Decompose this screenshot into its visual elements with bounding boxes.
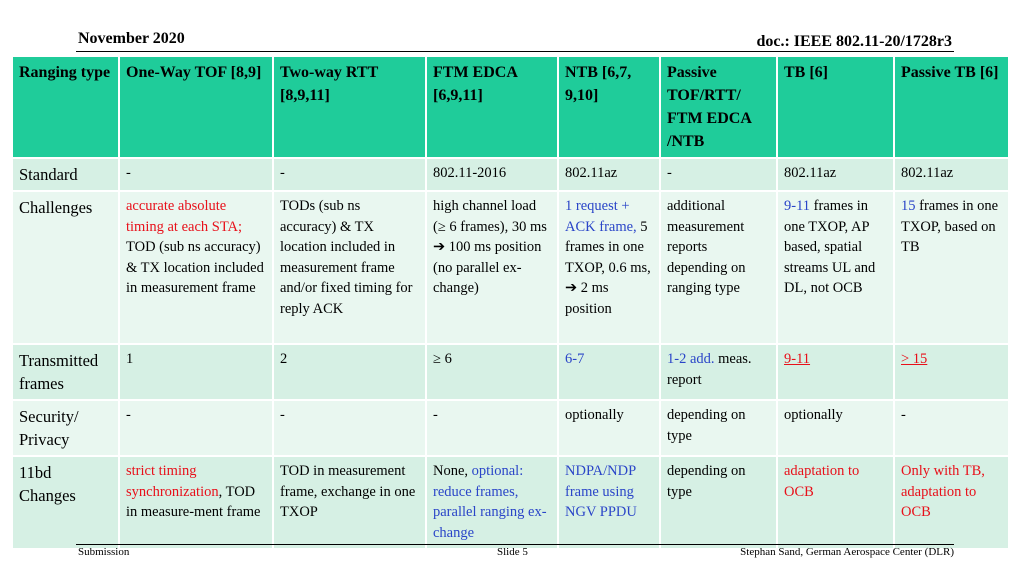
cell-text: , TOD in measure-ment frame [126, 483, 261, 520]
table-row-transmitted [12, 344, 1009, 400]
table-cell: 1 [119, 344, 273, 400]
table-cell [119, 456, 273, 549]
table-cell: - [273, 400, 426, 456]
cell-text: meas. report [667, 351, 752, 388]
cell-text-red: adaptation to OCB [784, 463, 860, 500]
header-cell: Ranging type [12, 56, 119, 158]
cell-text: 2 ms position [565, 280, 612, 317]
table-cell: optionally [558, 400, 660, 456]
header-doc-id: doc.: IEEE 802.11-20/1728r3 [756, 33, 952, 50]
table-cell: - [119, 158, 273, 191]
row-label: Security/ Privacy [12, 400, 119, 456]
table-row-standard [12, 158, 1009, 191]
row-label: 11bd Changes [12, 456, 119, 549]
table-cell: - [119, 400, 273, 456]
header-cell: TB [6] [777, 56, 894, 158]
cell-text-blue: 1 request + ACK frame, [565, 198, 637, 235]
table-header-row [12, 56, 1009, 158]
table-cell [119, 191, 273, 344]
table-cell: - [426, 400, 558, 456]
table-cell [660, 344, 777, 400]
footer-slide-number: Slide 5 [497, 546, 528, 558]
table-cell [426, 191, 558, 344]
table-cell: optionally [777, 400, 894, 456]
table-cell: depending on type [660, 456, 777, 549]
cell-text-blue: 15 [901, 198, 916, 214]
header-date: November 2020 [78, 30, 185, 47]
table-cell: - [660, 158, 777, 191]
cell-text-red: Only with TB, adaptation to OCB [901, 463, 985, 520]
table-cell: 802.11az [777, 158, 894, 191]
header-cell: FTM EDCA [6,9,11] [426, 56, 558, 158]
table-row-security [12, 400, 1009, 456]
table-cell: - [894, 400, 1009, 456]
cell-text: 100 ms position (no parallel ex-change) [433, 239, 542, 296]
table-row-changes [12, 456, 1009, 549]
cell-text: TOD (sub ns accuracy) & TX location included in measurement frame [126, 239, 264, 296]
footer-author: Stephan Sand, German Aerospace Center (DLR) [740, 546, 954, 558]
cell-text-red: 9-11 [784, 351, 811, 367]
cell-text-red: strict timing synchronization [126, 463, 219, 500]
table-cell: 802.11az [894, 158, 1009, 191]
table-cell: 802.11az [558, 158, 660, 191]
footer-rule [76, 544, 954, 545]
table-cell [894, 344, 1009, 400]
cell-text: frames in one TXOP, based on TB [901, 198, 999, 255]
table-cell: 2 [273, 344, 426, 400]
table-cell [426, 456, 558, 549]
table-row-challenges [12, 191, 1009, 344]
table-cell: additional measurement reports depending on ranging type [660, 191, 777, 344]
table-cell: TOD in measurement frame, exchange in one TXOP [273, 456, 426, 549]
header-cell: NTB [6,7, 9,10] [558, 56, 660, 158]
header-cell: Two-way RTT [8,9,11] [273, 56, 426, 158]
header-cell: Passive TB [6] [894, 56, 1009, 158]
header-cell: One-Way TOF [8,9] [119, 56, 273, 158]
table-cell: TODs (sub ns accuracy) & TX location included in measurement frame and/or fixed timing for reply ACK [273, 191, 426, 344]
cell-text-red: accurate absolute timing at each STA; [126, 198, 243, 235]
table-cell: depending on type [660, 400, 777, 456]
row-label: Transmitted frames [12, 344, 119, 400]
table-cell: 802.11-2016 [426, 158, 558, 191]
table-cell [894, 456, 1009, 549]
cell-text: frames in one TXOP, AP based, spatial streams UL and DL, not OCB [784, 198, 876, 296]
table-cell [777, 456, 894, 549]
row-label: Standard [12, 158, 119, 191]
table-cell [777, 344, 894, 400]
ranging-comparison-table [11, 55, 1010, 550]
cell-text-blue: 6-7 [565, 351, 585, 367]
cell-text: high channel load (≥ 6 frames), 30 ms [433, 198, 547, 235]
cell-text: None, [433, 463, 472, 479]
cell-text-blue: optional: reduce frames, parallel ranging ex-change [433, 463, 547, 541]
header-cell: Passive TOF/RTT/ FTM EDCA /NTB [660, 56, 777, 158]
table-cell [558, 344, 660, 400]
cell-text-blue: NDPA/NDP frame using NGV PPDU [565, 463, 637, 520]
cell-text-blue: 1-2 add. [667, 351, 715, 367]
row-label: Challenges [12, 191, 119, 344]
header-rule [76, 51, 954, 52]
cell-text-blue: 9-11 [784, 198, 811, 214]
table-cell [777, 191, 894, 344]
cell-text-red: > 15 [901, 351, 928, 367]
table-cell [558, 456, 660, 549]
table-cell: - [273, 158, 426, 191]
table-cell: ≥ 6 [426, 344, 558, 400]
arrow-right-icon: ➔ [433, 239, 446, 255]
table-cell [894, 191, 1009, 344]
footer-submission: Submission [78, 546, 130, 558]
table-cell [558, 191, 660, 344]
cell-text: 5 frames in one TXOP, 0.6 ms, [565, 218, 651, 276]
arrow-right-icon: ➔ [565, 280, 578, 296]
